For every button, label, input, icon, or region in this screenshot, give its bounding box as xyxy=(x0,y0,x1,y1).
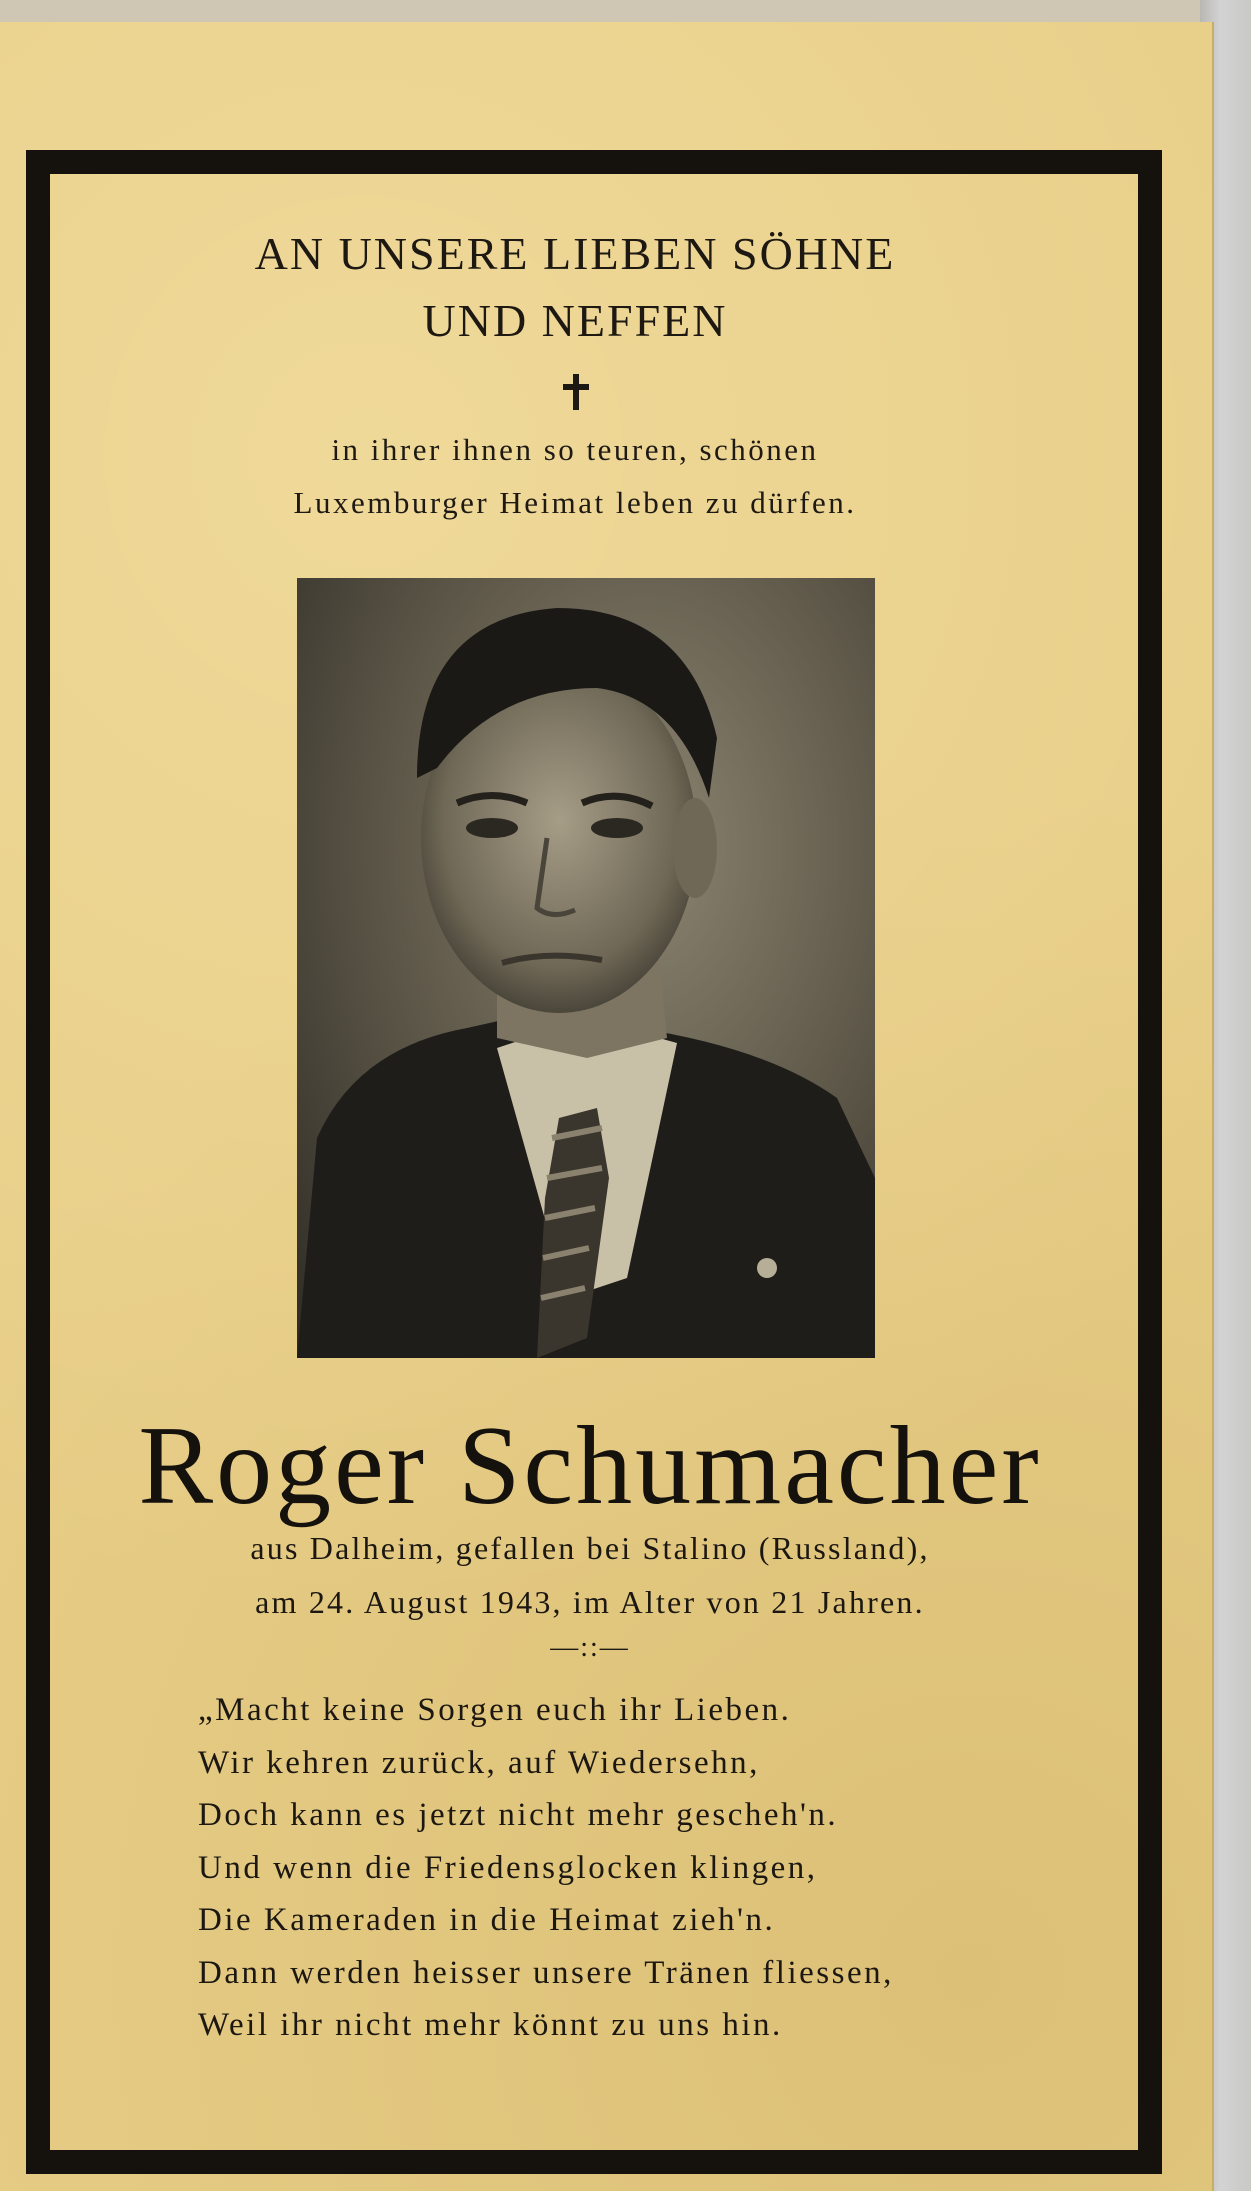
intro-line-2: Luxemburger Heimat leben zu dürfen. xyxy=(293,485,857,520)
heading-line-1: AN UNSERE LIEBEN SÖHNE xyxy=(254,228,896,279)
poem-line: Die Kameraden in die Heimat zieh'n. xyxy=(198,1902,776,1938)
poem-line: Wir kehren zurück, auf Wiedersehn, xyxy=(198,1744,760,1781)
deceased-name: Roger Schumacher xyxy=(138,1404,1042,1528)
poem-line: Dann werden heisser unsere Tränen fliessen, xyxy=(198,1954,894,1991)
detail-line-2: am 24. August 1943, im Alter von 21 Jahren. xyxy=(255,1584,925,1620)
poem-line: Doch kann es jetzt nicht mehr gescheh'n. xyxy=(198,1797,839,1833)
cross-icon xyxy=(560,372,592,412)
memorial-card xyxy=(0,22,1212,2191)
poem-line: Weil ihr nicht mehr könnt zu uns hin. xyxy=(198,2007,783,2043)
intro-line-1: in ihrer ihnen so teuren, schönen xyxy=(331,432,819,467)
ornament-divider: —::— xyxy=(550,1632,630,1663)
detail-line-1: aus Dalheim, gefallen bei Stalino (Russland), xyxy=(250,1530,930,1566)
poem-line: Und wenn die Friedensglocken klingen, xyxy=(198,1849,818,1886)
poem xyxy=(198,1684,1098,2052)
poem-line: „Macht keine Sorgen euch ihr Lieben. xyxy=(198,1692,792,1728)
heading-line-2: UND NEFFEN xyxy=(422,295,728,346)
portrait-photo xyxy=(297,578,875,1358)
